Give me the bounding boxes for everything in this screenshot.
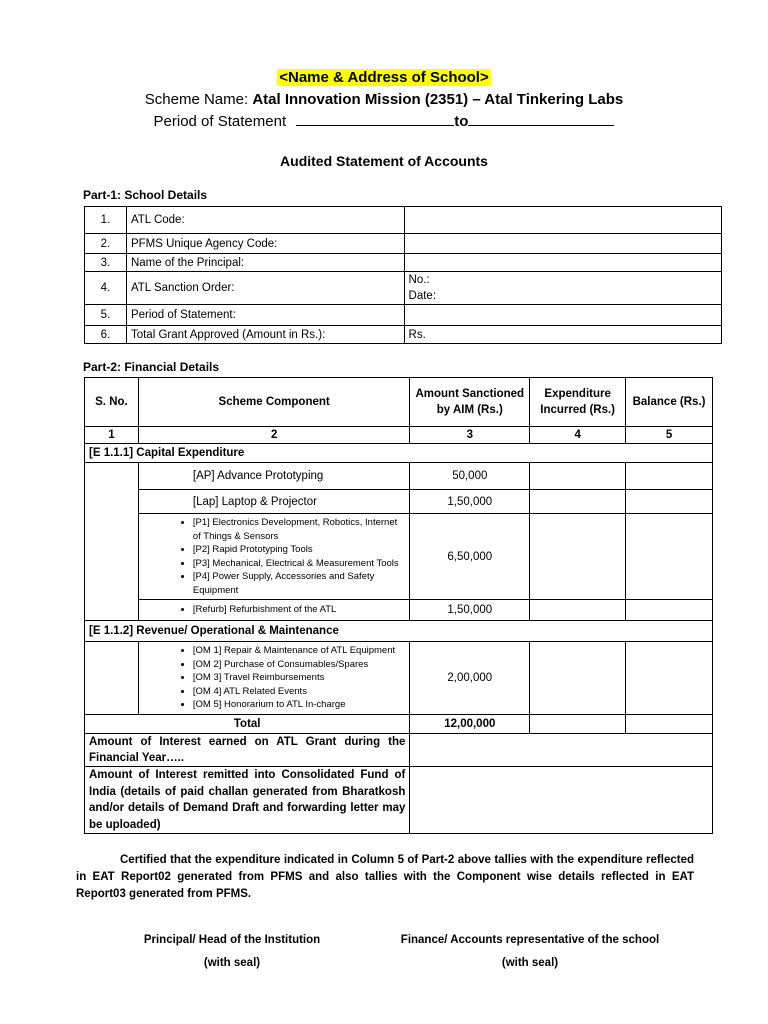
table-row: 6. Total Grant Approved (Amount in Rs.): Rs. bbox=[85, 326, 722, 344]
scheme-name: Atal Innovation Mission (2351) – Atal Tinkering Labs bbox=[252, 91, 624, 108]
ap-amount: 50,000 bbox=[410, 463, 530, 490]
refurb-component: • [Refurb] Refurbishment of the ATL bbox=[193, 603, 406, 617]
document-title: Audited Statement of Accounts bbox=[280, 153, 488, 169]
capital-expenditure-section: [E 1.1.1] Capital Expenditure bbox=[85, 444, 713, 463]
table-row bbox=[85, 514, 713, 600]
finance-seal: (with seal) bbox=[501, 957, 559, 969]
finance-signature-title: Finance/ Accounts representative of the school bbox=[400, 934, 660, 946]
atl-code-label: ATL Code: bbox=[126, 207, 404, 234]
certification-text: Certified that the expenditure indicated in Column 5 of Part-2 above tallies with the expenditure reflected in EAT Report02 generated from PFMS and also tallies with the Component wise details reflected in EAT Report03 generated from PFMS. bbox=[76, 854, 694, 900]
column-number-row: 1 2 3 4 5 bbox=[85, 427, 713, 444]
period-of-statement-line: Period of Statement to bbox=[0, 113, 768, 130]
table-row bbox=[85, 600, 713, 621]
scheme-name-line: Scheme Name: Atal Innovation Mission (2351) – Atal Tinkering Labs bbox=[144, 91, 624, 108]
table-row: 3. Name of the Principal: bbox=[85, 254, 722, 272]
lap-expenditure-cell[interactable] bbox=[530, 490, 626, 514]
total-balance-cell[interactable] bbox=[626, 715, 713, 734]
lap-balance-cell[interactable] bbox=[626, 490, 713, 514]
total-grant-field[interactable]: Rs. bbox=[404, 326, 721, 344]
principal-name-field[interactable] bbox=[404, 254, 721, 272]
ap-balance-cell[interactable] bbox=[626, 463, 713, 490]
period-statement-field[interactable] bbox=[404, 305, 721, 326]
total-grant-label: Total Grant Approved (Amount in Rs.): bbox=[126, 326, 404, 344]
om-components: • [OM 1] Repair & Maintenance of ATL Equipment • [OM 2] Purchase of Consumables/Spares • [OM 3] Travel Reimbursements • [OM 4] ATL Related Events • [OM 5] Honorarium to ATL In-charge bbox=[138, 642, 410, 715]
total-expenditure-cell[interactable] bbox=[530, 715, 626, 734]
sanction-order-label: ATL Sanction Order: bbox=[126, 272, 404, 305]
om-expenditure-cell[interactable] bbox=[530, 642, 626, 715]
lap-component: [Lap] Laptop & Projector bbox=[138, 490, 410, 514]
om-amount: 2,00,000 bbox=[410, 642, 530, 715]
table-row bbox=[85, 642, 713, 715]
p-balance-cell[interactable] bbox=[626, 514, 713, 600]
part2-heading: Part-2: Financial Details bbox=[83, 360, 220, 374]
ap-expenditure-cell[interactable] bbox=[530, 463, 626, 490]
table-row: 2. PFMS Unique Agency Code: bbox=[85, 234, 722, 254]
ap-component: [AP] Advance Prototyping bbox=[138, 463, 410, 490]
interest-earned-row: Amount of Interest earned on ATL Grant during the Financial Year….. bbox=[85, 734, 713, 767]
financial-details-table bbox=[84, 377, 713, 834]
revenue-section: [E 1.1.2] Revenue/ Operational & Maintenance bbox=[85, 621, 713, 642]
p-components: • [P1] Electronics Development, Robotics, Internet of Things & Sensors • [P2] Rapid Prototyping Tools • [P3] Mechanical, Electrical & Measurement Tools • [P4] Power Supply, Accessories and Safety Equipment bbox=[138, 514, 410, 600]
table-row: 5. Period of Statement: bbox=[85, 305, 722, 326]
om-balance-cell[interactable] bbox=[626, 642, 713, 715]
refurb-expenditure-cell[interactable] bbox=[530, 600, 626, 621]
pfms-code-label: PFMS Unique Agency Code: bbox=[126, 234, 404, 254]
principal-name-label: Name of the Principal: bbox=[126, 254, 404, 272]
period-statement-label: Period of Statement: bbox=[126, 305, 404, 326]
atl-code-field[interactable] bbox=[404, 207, 721, 234]
table-row: 4. ATL Sanction Order: No.: Date: bbox=[85, 272, 722, 305]
refurb-amount: 1,50,000 bbox=[410, 600, 530, 621]
sanction-order-field[interactable]: No.: Date: bbox=[404, 272, 721, 305]
p-expenditure-cell[interactable] bbox=[530, 514, 626, 600]
total-amount: 12,00,000 bbox=[410, 715, 530, 734]
interest-earned-field[interactable] bbox=[410, 734, 713, 767]
pfms-code-field[interactable] bbox=[404, 234, 721, 254]
total-row: Total 12,00,000 bbox=[85, 715, 713, 734]
lap-amount: 1,50,000 bbox=[410, 490, 530, 514]
table-row bbox=[85, 463, 713, 490]
interest-remitted-row: Amount of Interest remitted into Consolidated Fund of India (details of paid challan generated from Bharatkosh and/or details of Demand Draft and forwarding letter may be uploaded) bbox=[85, 767, 713, 834]
interest-remitted-field[interactable] bbox=[410, 767, 713, 834]
table-header-row: S. No. Scheme Component Amount Sanctioned by AIM (Rs.) Expenditure Incurred (Rs.) Balance (Rs.) bbox=[85, 378, 713, 427]
table-row bbox=[85, 490, 713, 514]
period-from-blank[interactable] bbox=[296, 113, 454, 126]
principal-signature-title: Principal/ Head of the Institution bbox=[143, 934, 321, 946]
school-details-table bbox=[84, 206, 722, 344]
period-to-blank[interactable] bbox=[468, 113, 614, 126]
part1-heading: Part-1: School Details bbox=[83, 188, 208, 202]
p-amount: 6,50,000 bbox=[410, 514, 530, 600]
school-name-placeholder: <Name & Address of School> bbox=[279, 69, 489, 86]
principal-seal: (with seal) bbox=[203, 957, 261, 969]
table-row: 1. ATL Code: bbox=[85, 207, 722, 234]
refurb-balance-cell[interactable] bbox=[626, 600, 713, 621]
